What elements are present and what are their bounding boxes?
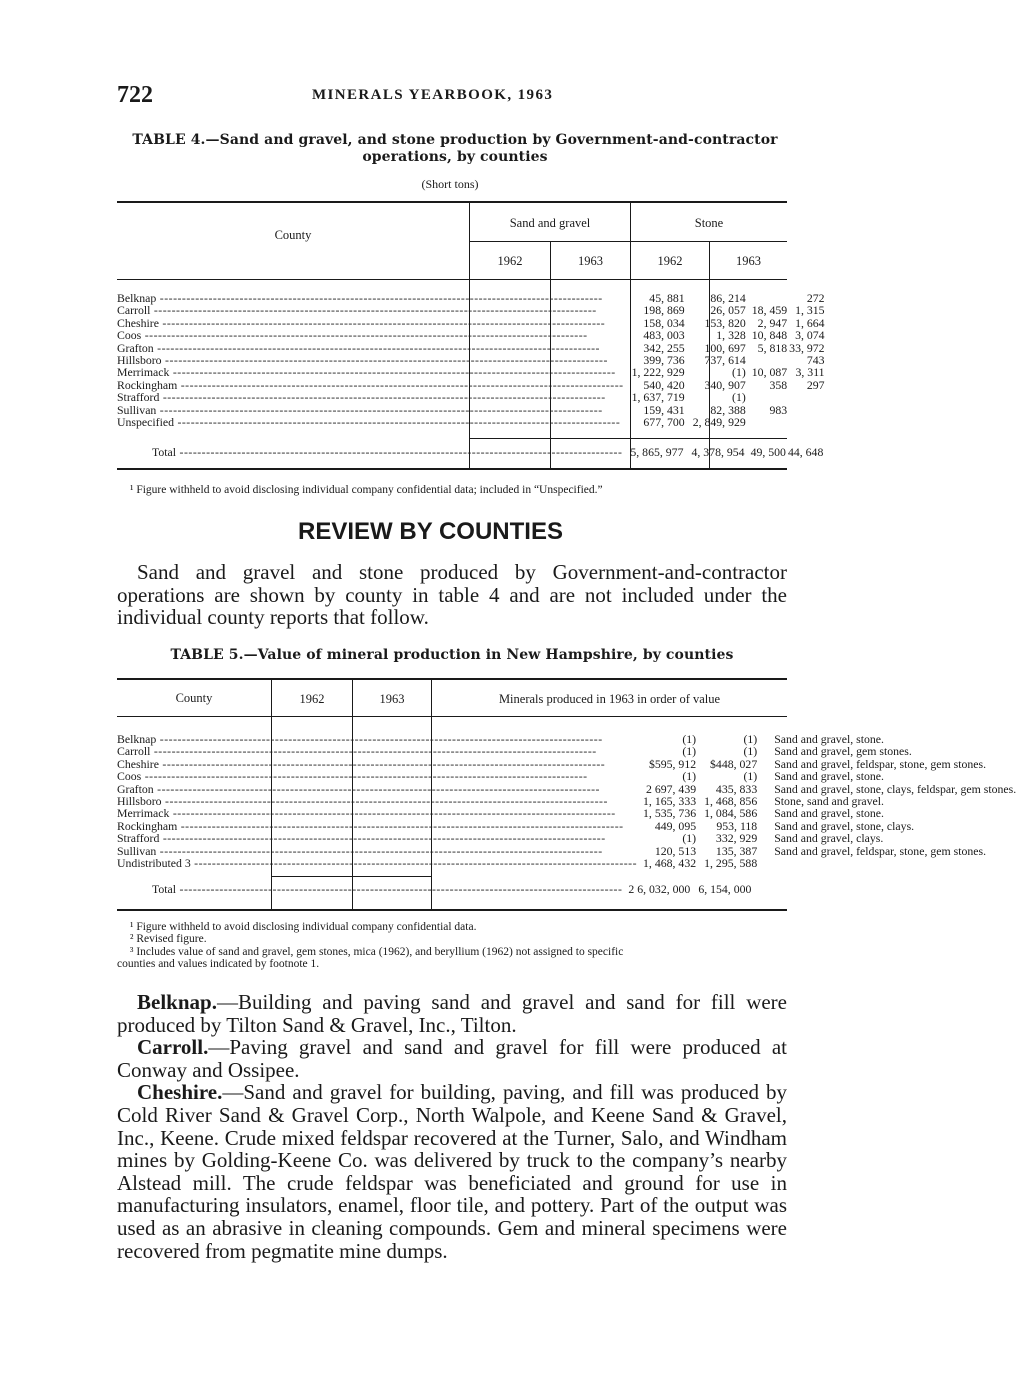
table4-cell-sg62: 45, 881 xyxy=(649,291,685,305)
table4-total-rule xyxy=(469,438,787,439)
table4-cell-sg63: 82, 388 xyxy=(710,402,746,417)
table5-cell-county: Cheshire ----- xyxy=(117,758,637,770)
table5-cell-county: Carroll ----- xyxy=(117,745,637,757)
table4-header-sand-gravel: Sand and gravel xyxy=(509,216,591,230)
table5-cell-v63: 953, 118 xyxy=(716,818,758,833)
table5-cell-v62: 449, 095 xyxy=(654,818,697,833)
table4-cell-st63 xyxy=(789,391,824,403)
table4-cell-sg63: 153, 820 xyxy=(704,315,746,330)
table5-bottom-rule xyxy=(117,909,787,911)
table5-cell-v62: 1, 468, 432 xyxy=(643,856,697,871)
table4-cell-county: Carroll ----- xyxy=(117,304,624,316)
table4-cell-county: Coos ----- xyxy=(117,329,624,341)
table4-cell-st62: 10, 087 xyxy=(751,365,788,380)
table5-cell-minerals: Sand and gravel, stone. xyxy=(774,769,884,784)
table4-cell-st63: 297 xyxy=(806,377,825,392)
table4-cell-st62 xyxy=(752,391,789,403)
table5-cell-v63: (1) xyxy=(743,732,758,746)
table5-header-1963: 1963 xyxy=(379,692,405,706)
report-belknap xyxy=(117,991,787,1036)
table4-cell-st62: 10, 848 xyxy=(751,328,788,343)
intro-text: Sand and gravel and stone produced by Government-and-contractor operations are shown by county in table 4 and are not included under the individual county reports that follow. xyxy=(117,560,787,630)
report-carroll-text: —Paving gravel and sand and gravel for fill were produced at Conway and Ossipee. xyxy=(117,1035,787,1082)
table4-cell-county: Grafton ----- xyxy=(117,342,624,354)
table5-cell-minerals: Sand and gravel, feldspar, stone, gem stones. xyxy=(774,756,987,771)
table4-cell-sg63: 340, 907 xyxy=(704,377,746,392)
table5-cell-minerals: Sand and gravel, feldspar, stone, gem stones. xyxy=(774,843,987,858)
table5-cell-v63: 135, 387 xyxy=(715,843,758,858)
table4-county-cell xyxy=(117,329,632,341)
table4-caption-line1: TABLE 4.—Sand and gravel, and stone production by Government-and-contractor xyxy=(132,132,778,148)
table4-footnote: ¹ Figure withheld to avoid disclosing individual company confidential data; included in “Unspecified.” xyxy=(130,484,603,496)
table5-cell-county: Undistributed 3 ----- xyxy=(117,857,637,869)
table5-county-cell xyxy=(117,745,643,757)
table4-cell-county: Rockingham ----- xyxy=(117,379,624,391)
table4-cell-county: Sullivan ----- xyxy=(117,404,624,416)
table5-body xyxy=(117,733,1016,869)
table5-cell-v62: 2 697, 439 xyxy=(645,781,697,796)
table4-cell-st62: 983 xyxy=(769,402,788,417)
report-carroll-lead: Carroll. xyxy=(137,1035,209,1060)
table4-cell-sg62: 483, 003 xyxy=(643,328,685,343)
report-carroll xyxy=(117,1036,787,1081)
table5-cell-county: Coos ----- xyxy=(117,770,637,782)
table5-cell-v63: 332, 929 xyxy=(715,831,758,846)
table4-top-rule xyxy=(117,201,787,203)
table4-body xyxy=(117,292,825,428)
table4-cell-st63 xyxy=(789,404,824,416)
table5-cell-v63: $448, 027 xyxy=(710,756,758,771)
table4-row xyxy=(117,391,825,403)
table4-row xyxy=(117,329,825,341)
table5-cell-v62: 120, 513 xyxy=(654,843,697,858)
table4-county-cell xyxy=(117,391,632,403)
page-number: 722 xyxy=(117,82,153,108)
table5-row xyxy=(117,807,1016,819)
table4-cell-sg62: 399, 736 xyxy=(643,353,685,368)
table5-total-v63: 6, 154, 000 xyxy=(698,882,752,896)
table5-cell-minerals xyxy=(765,857,1016,869)
table5-total-label: Total ----- xyxy=(152,883,622,895)
table4-header-st-1962: 1962 xyxy=(657,254,683,268)
table4-cell-sg62: 198, 869 xyxy=(643,303,685,318)
table4-cell-county: Merrimack ----- xyxy=(117,366,624,378)
report-cheshire-text: —Sand and gravel for building, paving, and fill was produced by Cold River Sand & Gravel Corp., North Walpole, and Keene Sand & Gravel, Inc., Keene. Crude mixed feldspar recovered at the Turner, Salo, and Windham mines by Golding-Keene Co. was delivered by truck to the company’s nearby Alstead mill. The crude feldspar was beneficiated and ground for use in manufacturing insulators, enamel, floor tile, and pottery. Part of the output was used as an abrasive in cleaning compounds. Gem and mineral specimens were recovered from pegmatite mine dumps. xyxy=(117,1080,787,1263)
county-reports xyxy=(117,991,787,1262)
table4-cell-county: Belknap ----- xyxy=(117,292,624,304)
table5-county-cell xyxy=(117,770,643,782)
table5-county-cell xyxy=(117,807,643,819)
table4-header-county: County xyxy=(274,228,312,242)
table5-cell-minerals: Sand and gravel, gem stones. xyxy=(774,744,912,759)
table5-cell-v62: (1) xyxy=(682,831,697,846)
table4-cell-sg63: 1, 328 xyxy=(716,328,746,343)
table4-row xyxy=(117,366,825,378)
table4-cell-county: Hillsboro ----- xyxy=(117,354,624,366)
table4-subhead-rule xyxy=(469,241,787,242)
table5-county-cell xyxy=(117,857,643,869)
table5-caption: TABLE 5.—Value of mineral production in New Hampshire, by counties xyxy=(170,647,734,663)
table4-cell-sg63: 26, 057 xyxy=(710,303,746,318)
table4-total-st62: 49, 500 xyxy=(750,445,786,459)
table4-unit: (Short tons) xyxy=(421,177,479,191)
table4-cell-sg63: 86, 214 xyxy=(710,291,746,305)
table5-row xyxy=(117,832,1016,844)
table5-footnote-1: ¹ Figure withheld to avoid disclosing individual company confidential data. xyxy=(130,921,477,933)
table4-cell-st63: 272 xyxy=(806,291,825,305)
table5-header-county: County xyxy=(175,691,213,705)
table4-total-row xyxy=(117,446,823,458)
table4-total-sg63: 4, 378, 954 xyxy=(691,445,745,459)
table4-total-label: Total ----- xyxy=(152,446,622,458)
table5-row xyxy=(117,745,1016,757)
table4-caption xyxy=(110,132,800,166)
table5-cell-v62: 1, 535, 736 xyxy=(643,806,697,821)
report-belknap-lead: Belknap. xyxy=(137,990,217,1014)
table4-cell-sg63: 2, 849, 929 xyxy=(692,415,746,430)
table5-header-1962: 1962 xyxy=(299,692,325,706)
table4-cell-st63: 33, 972 xyxy=(789,340,825,355)
table5-cell-county: Belknap ----- xyxy=(117,733,637,745)
table4-cell-sg62: 677, 700 xyxy=(643,415,685,430)
table5-cell-county: Merrimack ----- xyxy=(117,807,637,819)
table5-cell-minerals: Stone, sand and gravel. xyxy=(774,794,884,809)
report-belknap-text: —Building and paving sand and gravel and sand for fill were produced by Tilton Sand & Gravel, Inc., Tilton. xyxy=(117,990,787,1037)
table5-cell-v62: (1) xyxy=(682,769,697,784)
table4-cell-sg63: 100, 697 xyxy=(704,340,746,355)
table5-footnote-3b: counties and values indicated by footnote 1. xyxy=(117,958,320,970)
table4-cell-st62 xyxy=(752,416,789,428)
table5-cell-v63: 1, 468, 856 xyxy=(704,794,758,809)
table4-cell-sg62: 158, 034 xyxy=(643,315,685,330)
table4-cell-county: Unspecified ----- xyxy=(117,416,624,428)
table4-cell-sg62: 342, 255 xyxy=(643,340,685,355)
table4-county-cell xyxy=(117,416,632,428)
table5-cell-v63: 1, 084, 586 xyxy=(704,806,758,821)
table5-cell-v62: $595, 912 xyxy=(648,756,697,771)
table5-cell-minerals: Sand and gravel, stone, clays, feldspar, gem stones. xyxy=(774,781,1016,796)
table4-cell-sg62: 1, 222, 929 xyxy=(631,365,685,380)
table4-cell-st63: 3, 311 xyxy=(795,365,825,380)
report-cheshire-lead: Cheshire. xyxy=(137,1080,223,1105)
table4-header-sg-1963: 1963 xyxy=(578,254,603,268)
table4-head-rule xyxy=(117,279,787,280)
table5-total-v62: 2 6, 032, 000 xyxy=(628,882,691,896)
table4-cell-st63: 1, 664 xyxy=(795,315,825,330)
table4-cell-sg63: (1) xyxy=(732,365,746,380)
table4-cell-county: Strafford ----- xyxy=(117,391,624,403)
table4-cell-st62: 18, 459 xyxy=(751,303,788,318)
table5-row xyxy=(117,770,1016,782)
table5-cell-v63: 435, 833 xyxy=(715,781,758,796)
report-cheshire xyxy=(117,1081,787,1262)
table4-cell-sg63: 737, 614 xyxy=(704,353,746,368)
table4-cell-st63: 743 xyxy=(806,353,825,368)
table4-header-stone: Stone xyxy=(694,216,724,230)
table5-cell-county: Hillsboro ----- xyxy=(117,795,637,807)
table4-total-st63: 44, 648 xyxy=(787,445,824,459)
table4-cell-sg63: (1) xyxy=(732,390,746,405)
table4-caption-line2: operations, by counties xyxy=(362,149,548,165)
table4-cell-sg62: 159, 431 xyxy=(643,402,685,417)
table5-top-rule xyxy=(117,678,787,680)
table5-footnote-2: ² Revised figure. xyxy=(130,933,207,945)
table4-header-sg-1962: 1962 xyxy=(497,254,523,268)
table4-cell-sg62: 1, 637, 719 xyxy=(631,390,685,405)
table5-header-minerals: Minerals produced in 1963 in order of value xyxy=(498,692,721,706)
table5-row xyxy=(117,857,1016,869)
table4-header-st-1963: 1963 xyxy=(736,254,761,268)
intro-paragraph xyxy=(117,561,787,629)
table5-cell-v62: 1, 165, 333 xyxy=(643,794,697,809)
table5-cell-v63: (1) xyxy=(743,744,758,759)
table5-total xyxy=(117,883,759,895)
table4-bottom-rule xyxy=(117,468,787,470)
table5-cell-county: Strafford ----- xyxy=(117,832,637,844)
table4-cell-st63 xyxy=(789,416,824,428)
table4-row xyxy=(117,416,825,428)
table4-total-sg62: 5, 865, 977 xyxy=(630,445,684,459)
running-title: MINERALS YEARBOOK, 1963 xyxy=(312,87,554,103)
table5-cell-v62: (1) xyxy=(682,732,697,746)
table5-cell-county: Grafton ----- xyxy=(117,783,637,795)
table4-cell-st62: 5, 818 xyxy=(757,340,788,355)
table5-cell-minerals: Sand and gravel, stone. xyxy=(774,732,884,746)
table4-cell-st63: 1, 315 xyxy=(795,303,825,318)
table5-footnote-3a: ³ Includes value of sand and gravel, gem stones, mica (1962), and beryllium (1962) not assigned to specific xyxy=(130,946,624,958)
table4-cell-st62: 2, 947 xyxy=(757,315,788,330)
table4-cell-st63: 3, 074 xyxy=(795,328,825,343)
table5-head-rule xyxy=(117,716,787,717)
table5-cell-county: Rockingham ----- xyxy=(117,820,637,832)
table4-county-cell xyxy=(117,366,632,378)
table5-cell-v63: 1, 295, 588 xyxy=(704,856,758,871)
table5-cell-minerals: Sand and gravel, clays. xyxy=(774,831,884,846)
table5-cell-v63: (1) xyxy=(743,769,758,784)
table5-county-cell xyxy=(117,832,643,844)
table4-cell-st62: 358 xyxy=(769,377,788,392)
table5-total-rule xyxy=(271,876,431,877)
table4-row xyxy=(117,304,825,316)
table5-cell-minerals: Sand and gravel, stone, clays. xyxy=(774,818,915,833)
table5-total-row xyxy=(117,883,759,895)
table4-county-cell xyxy=(117,304,632,316)
table5-cell-county: Sullivan ----- xyxy=(117,845,637,857)
table4-cell-sg62: 540, 420 xyxy=(643,377,685,392)
table4-cell-county: Cheshire ----- xyxy=(117,317,624,329)
table4-total xyxy=(117,446,823,458)
table5-cell-minerals: Sand and gravel, stone. xyxy=(774,806,884,821)
section-heading: REVIEW BY COUNTIES xyxy=(298,518,563,545)
table5-cell-v62: (1) xyxy=(682,744,697,759)
